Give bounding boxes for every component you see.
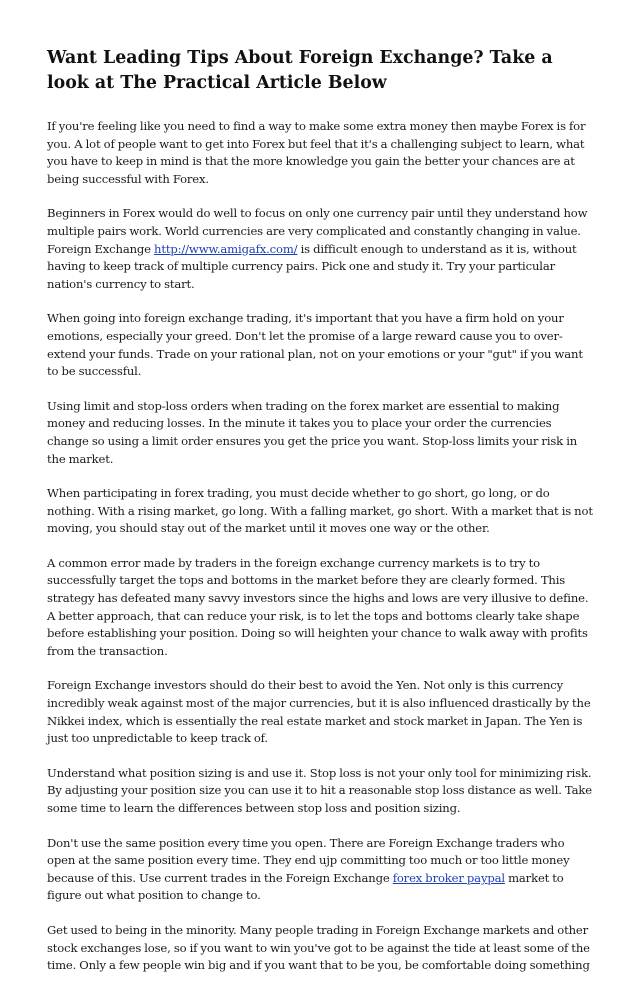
paragraph-5: When participating in forex trading, you must decide whether to go short, go long, or do nothing. With a rising market, go long. With a falling market, go short. With a market that is not moving, you should stay out of the market until it moves one way or the other.: [47, 486, 593, 536]
paragraph-2-after: is difficult enough to understand as it is, without having to keep track of multiple currency pairs. Pick one and study it. Try your particular nation's currency to start.: [47, 241, 577, 291]
document-page: [47, 46, 593, 992]
paragraph-9-after: market to figure out what position to change to.: [47, 870, 564, 903]
paragraph-1: If you're feeling like you need to find a way to make some extra money then maybe Forex is for you. A lot of people want to get into Forex but feel that it's a challenging subject to learn, what you have to keep in mind is that the more knowledge you gain the better your chances are at being successful with Forex.: [47, 119, 586, 186]
paragraph-2: [47, 205, 593, 293]
paragraph-2-before: Beginners in Forex would do well to focus on only one currency pair until they understand how multiple pairs work. World currencies are very complicated and constantly changing in value. Foreign Exchange: [47, 206, 588, 256]
forex-broker-paypal-link[interactable]: forex broker paypal: [392, 870, 505, 885]
paragraph-9-before: Don't use the same position every time you open. There are Foreign Exchange traders who open at the same position every time. They end ujp committing too much or too little money because of this. Use current trades in the Foreign Exchange: [47, 835, 570, 885]
paragraph-10: Get used to being in the minority. Many people trading in Foreign Exchange markets and other stock exchanges lose, so if you want to win you've got to be against the tide at least some of the time. Only a few people win big and if you want that to be you, be comfortable doing something: [47, 922, 590, 973]
paragraph-8: Understand what position sizing is and use it. Stop loss is not your only tool for minimizing risk. By adjusting your position size you can use it to hit a reasonable stop loss distance as well. Take some time to learn the differences between stop loss and position sizing.: [47, 765, 592, 815]
amigafx-link[interactable]: http://www.amigafx.com/: [154, 241, 298, 256]
paragraph-4: Using limit and stop-loss orders when trading on the forex market are essential to making money and reducing losses. In the minute it takes you to place your order the currencies change so using a limit order ensures you get the price you want. Stop-loss limits your risk in the market.: [47, 398, 578, 466]
paragraph-6: A common error made by traders in the foreign exchange currency markets is to try to successfully target the tops and bottoms in the market before they are clearly formed. This strategy has defeated many savvy investors since the highs and lows are very illusive to define. A better approach, that can reduce your risk, is to let the tops and bottoms clearly take shape before establishing your position. Doing so will heighten your chance to walk away with profits from the transaction.: [47, 555, 589, 658]
article-title: Want Leading Tips About Foreign Exchange? Take a look at The Practical Article Below: [47, 48, 553, 93]
paragraph-9: [47, 835, 593, 905]
paragraph-3: When going into foreign exchange trading, it's important that you have a firm hold on your emotions, especially your greed. Don't let the promise of a large reward cause you to over-extend your funds. Trade on your rational plan, not on your emotions or your "gut" if you want to be successful.: [47, 311, 583, 379]
paragraph-7: Foreign Exchange investors should do their best to avoid the Yen. Not only is this currency incredibly weak against most of the major currencies, but it is also influenced drastically by the Nikkei index, which is essentially the real estate market and stock market in Japan. The Yen is just too unpredictable to keep track of.: [47, 678, 591, 746]
